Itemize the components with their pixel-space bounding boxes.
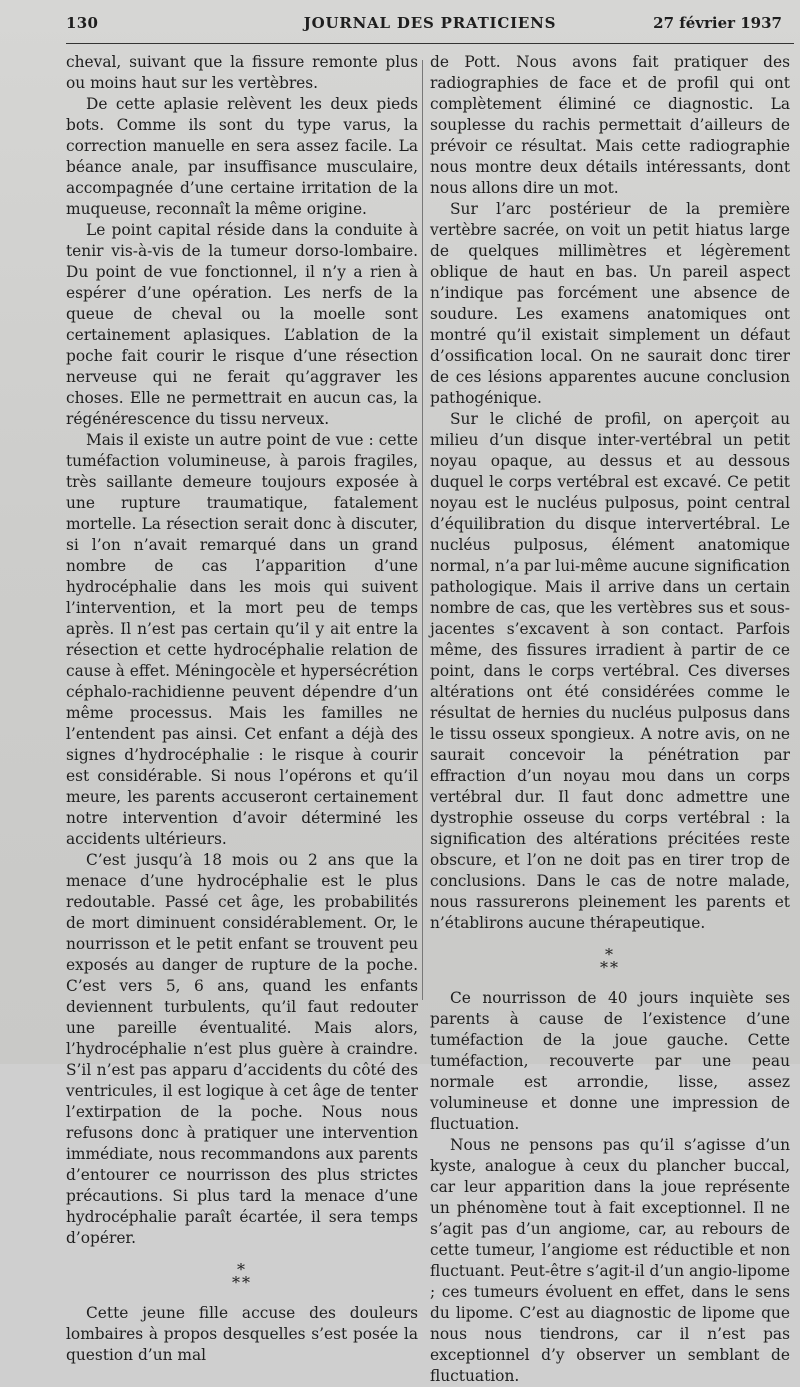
issue-date: 27 février 1937 [653, 14, 782, 32]
paragraph: Ce nourrisson de 40 jours inquiète ses parents à cause de l’existence d’une tuméfaction de la joue gauche. Cette tuméfaction, recouverte par une peau normale est arrondie, lisse, assez volumineuse et donne une impression de fluctuation. [430, 989, 790, 1133]
paragraph: Nous ne pensons pas qu’il s’agisse d’un kyste, analogue à ceux du plancher buccal, car leur apparition dans la joue représente un phénomène tout à fait exceptionnel. Il ne s’agit pas d’un angiome, car, au rebours de cette tumeur, l’angiome est réductible et non fluctuant. Peut-être s’agit-il d’un angio-lipome ; ces tumeurs évoluent en effet, dans le sens du lipome. C’est au diagnostic de lipome que nous nous tiendrons, car il n’est pas exceptionnel d’y observer un semblant de fluctuation. [430, 1136, 790, 1385]
paragraph: De cette aplasie relèvent les deux pieds bots. Comme ils sont du type varus, la correction manuelle en sera assez facile. La béance anale, par insuffisance musculaire, accompagnée d’une certaine irritation de la muqueuse, reconnaît la même origine. [66, 95, 418, 218]
column-divider [422, 60, 423, 1000]
page-number: 130 [66, 14, 99, 32]
separator-star: * [605, 945, 615, 964]
section-separator [66, 1260, 418, 1293]
paragraph: Cette jeune fille accuse des douleurs lombaires à propos desquelles s’est posée la question d’un mal [66, 1304, 418, 1364]
separator-star: * [600, 958, 610, 977]
section-separator [430, 945, 790, 978]
paragraph: cheval, suivant que la fissure remonte plus ou moins haut sur les vertèbres. [66, 53, 418, 92]
paragraph: Sur le cliché de profil, on aperçoit au milieu d’un disque inter-vertébral un petit noyau opaque, au dessus et au dessous duquel le corps vertébral est excavé. Ce petit noyau est le nucléus pulposus, point central d’équilibration du disque intervertébral. Le nucléus pulposus, élément anatomique normal, n’a par lui-même aucune signification pathologique. Mais il arrive dans un certain nombre de cas, que les vertèbres sus et sous-jacentes s’excavent à son contact. Parfois même, des fissures irradient à partir de ce point, dans le corps vertébral. Ces diverses altérations ont été considérées comme le résultat de hernies du nucléus pulposus dans le tissu osseux spongieux. A notre avis, on ne saurait concevoir la pénétration par effraction d’un noyau mou dans un corps vertébral dur. Il faut donc admettre une dystrophie osseuse du corps vertébral : la signification des altérations précitées reste obscure, et l’on ne doit pas en tirer trop de conclusions. Dans le cas de notre malade, nous rassurerons pleinement les parents et n’établirons aucune thérapeutique. [430, 410, 790, 932]
right-column [430, 52, 790, 1387]
paragraph: Le point capital réside dans la conduite à tenir vis-à-vis de la tumeur dorso-lombaire. Du point de vue fonctionnel, il n’y a rien à espérer d’une opération. Les nerfs de la queue de cheval ou la moelle sont certainement aplasiques. L’ablation de la poche fait courir le risque d’une résection nerveuse qui ne ferait qu’aggraver les choses. Elle ne permettrait en aucun cas, la régénérescence du tissu nerveux. [66, 221, 418, 428]
separator-star: * [237, 1260, 247, 1279]
journal-title: JOURNAL DES PRATICIENS [303, 14, 557, 32]
paragraph: Sur l’arc postérieur de la première vertèbre sacrée, on voit un petit hiatus large de quelques millimètres et légèrement oblique de haut en bas. Un pareil aspect n’indique pas forcément une absence de soudure. Les examens anatomiques ont montré qu’il existait simplement un défaut d’ossification local. On ne saurait donc tirer de ces lésions apparentes aucune conclusion pathogénique. [430, 200, 790, 407]
separator-star: * [232, 1273, 242, 1292]
separator-star: * [610, 958, 620, 977]
paragraph: C’est jusqu’à 18 mois ou 2 ans que la menace d’une hydrocéphalie est le plus redoutable. Passé cet âge, les probabilités de mort diminuent considérablement. Or, le nourrisson et le petit enfant se trouvent peu exposés au danger de rupture de la poche. C’est vers 5, 6 ans, quand les enfants deviennent turbulents, qu’il faut redouter une pareille éventualité. Mais alors, l’hydrocéphalie n’est plus guère à craindre. S’il n’est pas apparu d’accidents du côté des ventricules, il est logique à cet âge de tenter l’extirpation de la poche. Nous nous refusons donc à pratiquer une intervention immédiate, nous recommandons aux parents d’entourer ce nourrisson des plus strictes précautions. Si plus tard la menace d’une hydrocéphalie paraît écartée, il sera temps d’opérer. [66, 851, 418, 1247]
paragraph: de Pott. Nous avons fait pratiquer des radiographies de face et de profil qui ont complètement éliminé ce diagnostic. La souplesse du rachis permettait d’ailleurs de prévoir ce résultat. Mais cette radiographie nous montre deux détails intéressants, dont nous allons dire un mot. [430, 53, 790, 197]
separator-star: * [242, 1273, 252, 1292]
paragraph: Mais il existe un autre point de vue : cette tuméfaction volumineuse, à parois fragiles, très saillante demeure toujours exposée à une rupture traumatique, fatalement mortelle. La résection serait donc à discuter, si l’on n’avait remarqué dans un grand nombre de cas l’apparition d’une hydrocéphalie dans les mois qui suivent l’intervention, et la mort peu de temps après. Il n’est pas certain qu’il y ait entre la résection et cette hydrocéphalie relation de cause à effet. Méningocèle et hypersécrétion céphalo-rachidienne peuvent dépendre d’un même processus. Mais les familles ne l’entendent pas ainsi. Cet enfant a déjà des signes d’hydrocéphalie : le risque à courir est considérable. Si nous l’opérons et qu’il meure, les parents accuseront certainement notre intervention d’avoir déterminé les accidents ultérieurs. [66, 431, 418, 848]
page-header [66, 10, 794, 36]
header-rule [66, 43, 794, 44]
left-column [66, 52, 418, 1366]
